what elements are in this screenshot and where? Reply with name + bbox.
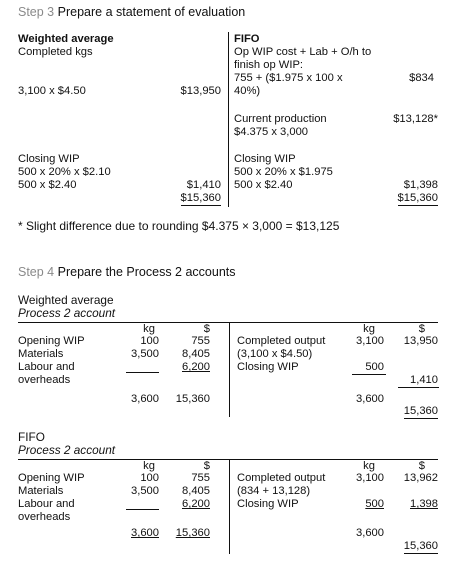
wa-account-subheading: Process 2 account (18, 306, 116, 320)
fifo-credit-total-kg: 3,600 (356, 527, 384, 539)
wa-debit-total-usd: 15,360 (175, 393, 210, 405)
wa-credit-total-usd-wrap (404, 405, 438, 418)
fifo-credit-col-kg: kg (363, 460, 375, 472)
fifo-account-subheading: Process 2 account (18, 443, 116, 457)
wa-completed-label: Completed kgs (18, 46, 93, 58)
wa-heading: Weighted average (18, 33, 114, 45)
wa-debit-labour-usd: 6,200 (182, 361, 210, 373)
fifo-debit-opening-label: Opening WIP (18, 472, 85, 484)
fifo-op-line3: 755 + ($1.975 x 100 x (234, 72, 343, 84)
wa-calc: 3,100 x $4.50 (18, 85, 86, 97)
wa-debit-opening-label: Opening WIP (18, 335, 85, 347)
fifo-debit-opening-usd: 755 (191, 472, 210, 484)
step3-heading: Prepare a statement of evaluation (57, 5, 246, 19)
wa-credit-closing-usd: 1,410 (410, 374, 438, 386)
fifo-credit-total-usd: 15,360 (403, 540, 438, 552)
fifo-total-wrap (398, 192, 438, 205)
fifo-credit-col-usd: $ (418, 460, 425, 472)
fifo-debit-overheads-label: overheads (18, 511, 71, 523)
fifo-op-line1: Op WIP cost + Lab + O/h to (234, 46, 372, 58)
wa-credit-total-usd: 15,360 (403, 405, 438, 417)
fifo-credit-closing-label: Closing WIP (237, 498, 299, 510)
wa-closing-label: Closing WIP (18, 153, 80, 165)
wa-credit-col-kg: kg (363, 323, 375, 335)
fifo-debit-opening-kg: 100 (140, 472, 159, 484)
fifo-debit-materials-label: Materials (18, 485, 64, 497)
statement-divider (228, 32, 229, 207)
fifo-op-line4: 40%) (234, 85, 261, 97)
wa-credit-completed-label: Completed output (237, 335, 326, 347)
fifo-current-value: $13,128* (393, 113, 438, 125)
fifo-op-value: $834 (409, 72, 434, 84)
step4-title (18, 265, 236, 280)
step3-label: Step 3 (18, 5, 55, 19)
fifo-debit-materials-usd: 8,405 (182, 485, 210, 497)
fifo-heading: FIFO (234, 33, 260, 45)
fifo-col-kg: kg (143, 460, 155, 472)
fifo-debit-labour-usd: 6,200 (182, 498, 210, 510)
wa-credit-total-kg: 3,600 (356, 393, 384, 405)
wa-credit-col-usd: $ (418, 323, 425, 335)
wa-credit-completed-usd: 13,950 (403, 335, 438, 347)
wa-total: $15,360 (180, 192, 221, 204)
wa-credit-completed-kg: 3,100 (356, 335, 384, 347)
wa-debit-labour-label: Labour and (18, 361, 75, 373)
wa-debit-total-kg: 3,600 (131, 393, 159, 405)
wa-credit-closing-kg: 500 (365, 361, 384, 373)
wa-debit-materials-kg: 3,500 (131, 348, 159, 360)
rounding-footnote: * Slight difference due to rounding $4.375 × 3,000 = $13,125 (18, 219, 340, 233)
wa-debit-materials-usd: 8,405 (182, 348, 210, 360)
fifo-debit-total-kg: 3,600 (131, 527, 159, 539)
fifo-account-heading: FIFO (18, 430, 45, 444)
fifo-debit-materials-kg: 3,500 (131, 485, 159, 497)
step3-title (18, 5, 245, 20)
step4-heading: Prepare the Process 2 accounts (57, 265, 236, 279)
wa-credit-closing-label: Closing WIP (237, 361, 299, 373)
fifo-account-divider (229, 459, 230, 554)
fifo-debit-total-kg-wrap (131, 527, 159, 540)
wa-debit-opening-kg: 100 (140, 335, 159, 347)
wa-total-wrap (181, 192, 221, 205)
fifo-credit-closing-kg: 500 (365, 498, 384, 510)
wa-debit-materials-label: Materials (18, 348, 64, 360)
fifo-op-line2: finish op WIP: (234, 59, 304, 71)
wa-col-usd: $ (203, 323, 210, 335)
wa-debit-overheads-label: overheads (18, 374, 71, 386)
fifo-closing-value: $1,398 (403, 179, 438, 191)
fifo-credit-completed-usd: 13,962 (403, 472, 438, 484)
wa-credit-kg-rule (352, 374, 386, 375)
fifo-debit-labour-usd-wrap (182, 498, 210, 511)
fifo-debit-total-usd-wrap (176, 527, 210, 540)
fifo-credit-completed-label: Completed output (237, 472, 326, 484)
fifo-credit-closing-usd: 1,398 (410, 498, 438, 510)
fifo-current-label: Current production (234, 113, 327, 125)
fifo-col-usd: $ (203, 460, 210, 472)
wa-account-top-rule (18, 322, 438, 323)
fifo-account-top-rule (18, 459, 438, 460)
wa-closing-line1: 500 x 20% x $2.10 (18, 166, 111, 178)
wa-debit-labour-usd-wrap (182, 361, 210, 374)
fifo-debit-labour-label: Labour and (18, 498, 75, 510)
wa-closing-line2: 500 x $2.40 (18, 179, 77, 191)
wa-col-kg: kg (143, 323, 155, 335)
wa-account-heading: Weighted average (18, 293, 114, 307)
wa-closing-value: $1,410 (186, 179, 221, 191)
fifo-credit-closing-kg-wrap (365, 498, 384, 511)
fifo-current-calc: $4.375 x 3,000 (234, 126, 309, 138)
wa-account-divider (229, 322, 230, 417)
step4-label: Step 4 (18, 265, 55, 279)
fifo-debit-kg-blank-rule (126, 509, 159, 510)
fifo-closing-line1: 500 x 20% x $1.975 (234, 166, 333, 178)
fifo-credit-completed-calc: (834 + 13,128) (237, 485, 311, 497)
wa-credit-usd-rule (398, 387, 439, 388)
fifo-credit-total-usd-wrap (404, 540, 438, 553)
fifo-credit-completed-kg: 3,100 (356, 472, 384, 484)
fifo-closing-label: Closing WIP (234, 153, 296, 165)
wa-calc-value: $13,950 (180, 85, 221, 97)
wa-credit-completed-calc: (3,100 x $4.50) (237, 348, 313, 360)
fifo-total: $15,360 (397, 192, 438, 204)
fifo-debit-total-usd: 15,360 (175, 527, 210, 539)
wa-debit-opening-usd: 755 (191, 335, 210, 347)
fifo-closing-line2: 500 x $2.40 (234, 179, 293, 191)
wa-debit-kg-blank-rule (126, 372, 159, 373)
fifo-credit-closing-usd-wrap (410, 498, 438, 511)
